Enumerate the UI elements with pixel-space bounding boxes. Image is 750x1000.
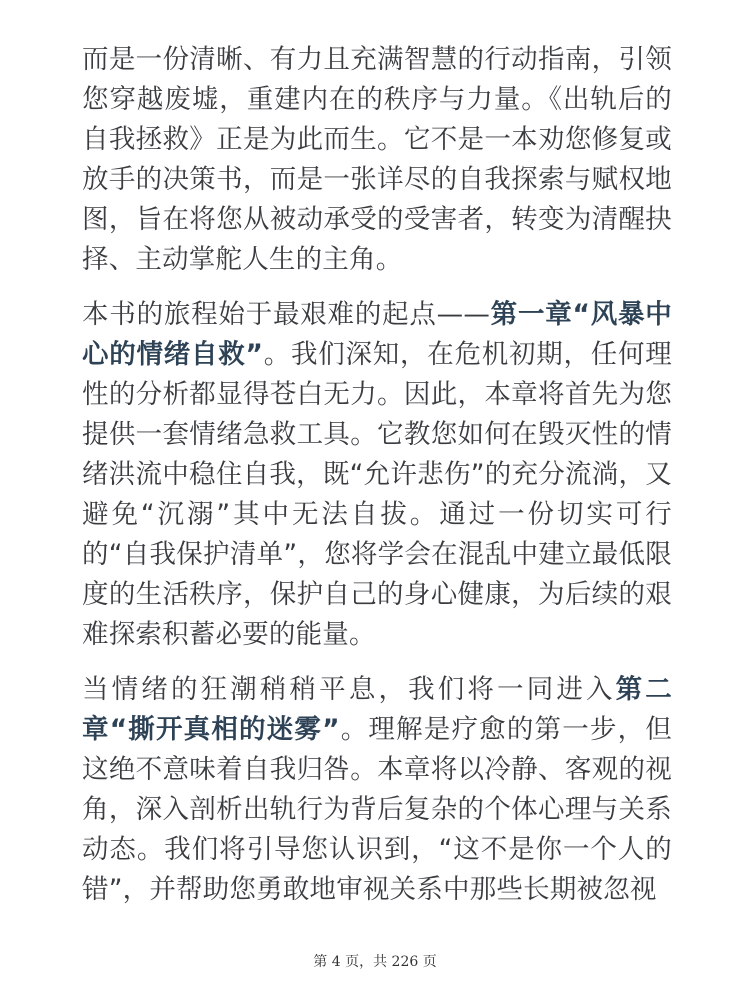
paragraph-3	[82, 670, 672, 910]
document-page	[82, 40, 672, 910]
paragraph-2-text-intro: 本书的旅程始于最艰难的起点——	[82, 299, 491, 330]
paragraph-1	[82, 40, 672, 280]
paragraph-3-text-body: 。理解是疗愈的第一步，但这绝不意味着自我归咎。本章将以冷静、客观的视角，深入剖析出轨行为背后复杂的个体心理与关系动态。我们将引导您认识到，“这不是你一个人的错”，并帮助您勇敢地审视关系中那些长期被忽视	[82, 714, 672, 905]
paragraph-1-text: 而是一份清晰、有力且充满智慧的行动指南，引领您穿越废墟，重建内在的秩序与力量。《出轨后的自我拯救》正是为此而生。它不是一本劝您修复或放手的决策书，而是一张详尽的自我探索与赋权地图，旨在将您从被动承受的受害者，转变为清醒抉择、主动掌舵人生的主角。	[82, 44, 672, 275]
paragraph-2	[82, 295, 672, 655]
page-number: 第 4 页，共 226 页	[313, 954, 437, 970]
chapter-1-title: 第一章“风暴中心的情绪自救”	[82, 299, 672, 370]
paragraph-2-text-body: 。我们深知，在危机初期，任何理性的分析都显得苍白无力。因此，本章将首先为您提供一套情绪急救工具。它教您如何在毁灭性的情绪洪流中稳住自我，既“允许悲伤”的充分流淌，又避免“沉溺”其中无法自拔。通过一份切实可行的“自我保护清单”，您将学会在混乱中建立最低限度的生活秩序，保护自己的身心健康，为后续的艰难探索积蓄必要的能量。	[82, 339, 672, 650]
chapter-2-title: 第二章“撕开真相的迷雾”	[82, 674, 672, 745]
paragraph-3-text-intro: 当情绪的狂潮稍稍平息，我们将一同进入	[82, 674, 616, 705]
